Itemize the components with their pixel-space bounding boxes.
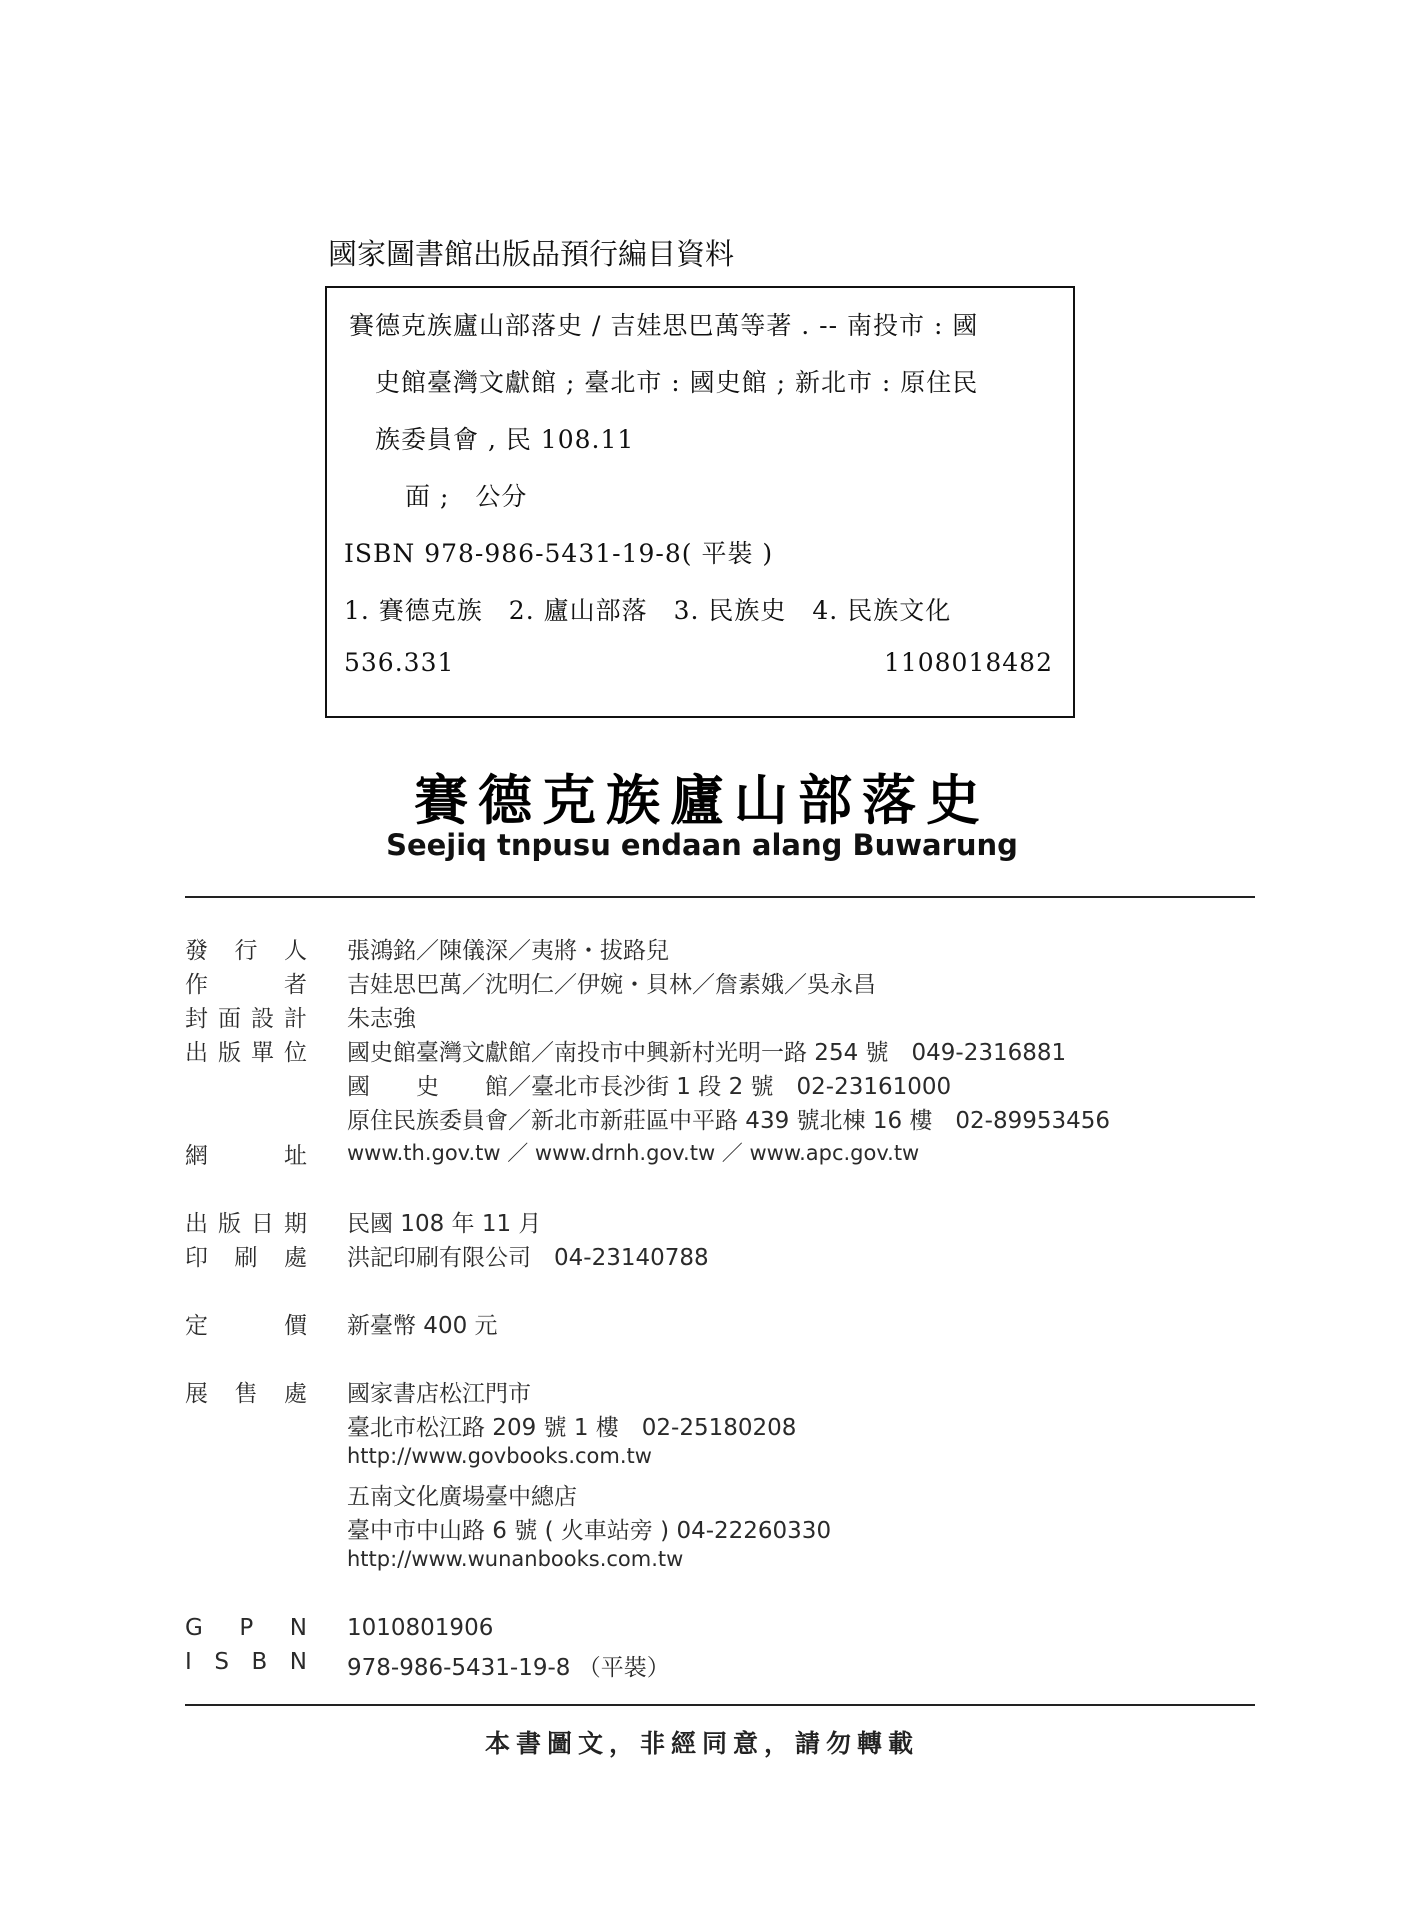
retail-line-2: 臺北市松江路 209 號 1 樓 02-25180208 [347,1415,797,1441]
publishing-units-label: 出 版 單 位 [185,1040,307,1066]
authors-label: 作 者 [185,972,307,998]
retail-label: 展 售 處 [185,1381,307,1407]
cover-design-label: 封 面 設 計 [185,1006,307,1032]
bottom-divider [185,1704,1255,1706]
price-label: 定 價 [185,1313,307,1339]
book-title: 賽德克族廬山部落史 [414,768,990,832]
cip-line-1: 賽德克族廬山部落史 / 吉娃思巴萬等著 . -- 南投市 : 國 [349,311,979,340]
cip-subjects-line: 1. 賽德克族 2. 廬山部落 3. 民族史 4. 民族文化 [344,596,952,625]
isbn-label: I S B N [185,1649,307,1675]
retail-line-4: 五南文化廣場臺中總店 [347,1484,577,1510]
book-subtitle: Seejiq tnpusu endaan alang Buwarung [386,828,1018,862]
cip-record-number: 1108018482 [883,648,1053,677]
website-value[interactable]: www.th.gov.tw ／ www.drnh.gov.tw ／ www.apc.gov.tw [347,1141,920,1165]
gpn-value: 1010801906 [347,1615,494,1641]
authors-value: 吉娃思巴萬／沈明仁／伊婉・貝林／詹素娥／吳永昌 [347,972,876,998]
website-label: 網 址 [185,1143,307,1169]
retail-url-2[interactable]: http://www.wunanbooks.com.tw [347,1547,684,1571]
cip-isbn-line: ISBN 978-986-5431-19-8( 平裝 ) [344,539,774,568]
printer-label: 印 刷 處 [185,1245,307,1271]
pub-date-label: 出 版 日 期 [185,1211,307,1237]
publishing-unit-3: 原住民族委員會／新北市新莊區中平路 439 號北棟 16 樓 02-89953456 [347,1108,1111,1134]
cip-record-box [325,286,1075,718]
publisher-label: 發 行 人 [185,938,307,964]
copyright-notice: 本書圖文，非經同意，請勿轉載 [484,1729,919,1758]
cip-classification: 536.331 [344,648,455,677]
top-divider [185,896,1255,898]
cover-design-value: 朱志強 [347,1006,416,1032]
cip-line-4: 面 ; 公分 [405,482,528,511]
publishing-unit-2: 國 史 館／臺北市長沙街 1 段 2 號 02-23161000 [347,1074,952,1100]
cip-heading: 國家圖書館出版品預行編目資料 [328,237,735,271]
price-value: 新臺幣 400 元 [347,1313,498,1339]
retail-url-1[interactable]: http://www.govbooks.com.tw [347,1444,652,1468]
isbn-value: 978-986-5431-19-8 （平裝） [347,1655,670,1681]
cip-line-3: 族委員會 , 民 108.11 [375,425,635,454]
pub-date-value: 民國 108 年 11 月 [347,1211,542,1237]
gpn-label: G P N [185,1615,307,1641]
publishing-unit-1: 國史館臺灣文獻館／南投市中興新村光明一路 254 號 049-2316881 [347,1040,1067,1066]
retail-line-1: 國家書店松江門市 [347,1381,531,1407]
publisher-value: 張鴻銘／陳儀深／夷將・拔路兒 [347,938,669,964]
cip-line-2: 史館臺灣文獻館 ; 臺北市 : 國史館 ; 新北市 : 原住民 [375,368,979,397]
retail-line-5: 臺中市中山路 6 號 ( 火車站旁 ) 04-22260330 [347,1518,832,1544]
printer-value: 洪記印刷有限公司 04-23140788 [347,1245,709,1271]
